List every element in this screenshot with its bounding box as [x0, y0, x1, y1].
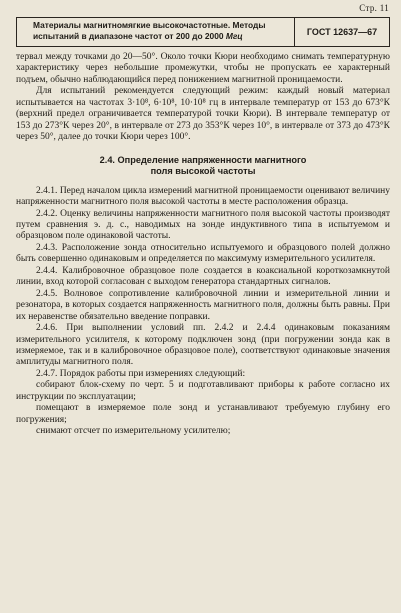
- header-title-line2: испытаний в диапазоне частот от 200 до 2000: [33, 31, 226, 41]
- standard-number: ГОСТ 12637—67: [294, 18, 389, 46]
- header-title: [17, 18, 294, 46]
- clause-2-4-1: 2.4.1. Перед началом цикла измерений магнитной проницаемости оценивают величину напряженности магнитного поля высокой частоты в месте расположения образца.: [16, 185, 390, 208]
- header-title-line1: Материалы магнитномягкие высокочастотные. Методы: [33, 20, 266, 30]
- clause-2-4-2: 2.4.2. Оценку величины напряженности магнитного поля высокой частоты производят путем сравнения э. д. с., наводимых на зонде индуктивного типа в испытуемом и образцовом поле одинаковой частоты.: [16, 208, 390, 242]
- section-heading: 2.4. Определение напряженности магнитного поля высокой частоты: [99, 154, 307, 177]
- clause-2-4-5: 2.4.5. Волновое сопротивление калибровочной линии и измерительной линии и резонатора, в которых создается напряженность магнитного поля, должны быть равны. При их неравенстве обязательно введение поправки.: [16, 288, 390, 322]
- clause-2-4-4: 2.4.4. Калибровочное образцовое поле создается в коаксиальной короткозамкнутой линии, вход которой согласован с выходом генератора стандартных сигналов.: [16, 265, 390, 288]
- page-number: Стр. 11: [359, 3, 389, 13]
- clause-2-4-7: 2.4.7. Порядок работы при измерениях следующий:: [36, 368, 246, 379]
- header-title-unit: Мгц: [225, 31, 243, 41]
- document-header: [16, 17, 390, 47]
- step-place-probe: помещают в измеряемое поле зонд и устанавливают требуемую глубину его погружения;: [16, 403, 390, 425]
- step-read-amplifier: снимают отсчет по измерительному усилителю;: [36, 426, 231, 437]
- clause-2-4-3: 2.4.3. Расположение зонда относительно испытуемого и образцового полей должно быть совершенно одинаковым и определяется по максимуму измерительного усилителя.: [16, 242, 390, 265]
- step-assemble: собирают блок-схему по черт. 5 и подготавливают приборы к работе согласно их инструкции по эксплуатации;: [16, 380, 390, 402]
- paragraph-continuation: тервал между точками до 20—50°. Около точки Кюри необходимо снимать температурную характеристику через небольшие промежутки, чтобы не пропускать ее характерный подъем, обычно наблюдающийся перед понижением магнитной проницаемости.: [16, 52, 390, 85]
- document-body: [16, 52, 390, 438]
- clause-2-4-6: 2.4.6. При выполнении условий пп. 2.4.2 и 2.4.4 одинаковым показаниям измерительного усилителя, к которому подключен зонд (при погружении зонда как в измеряемое, так и в калибровочное образцовое поле), соответствуют одинаковые значения амплитуды магнитного поля.: [16, 323, 390, 368]
- paragraph-test-mode: Для испытаний рекомендуется следующий режим: каждый новый материал испытывается на частотах 3·10⁸, 6·10⁸, 10·10⁸ гц в интервале температур от 153 до 673°К (верхний предел ограничивается температурой точки Кюри). В интервале температур от 153 до 273°К через 20°, в интервале от 273 до 353°К через 10°, в интервале от 373 до 473°К через 50°, далее до точки Кюри через 100°.: [16, 86, 390, 143]
